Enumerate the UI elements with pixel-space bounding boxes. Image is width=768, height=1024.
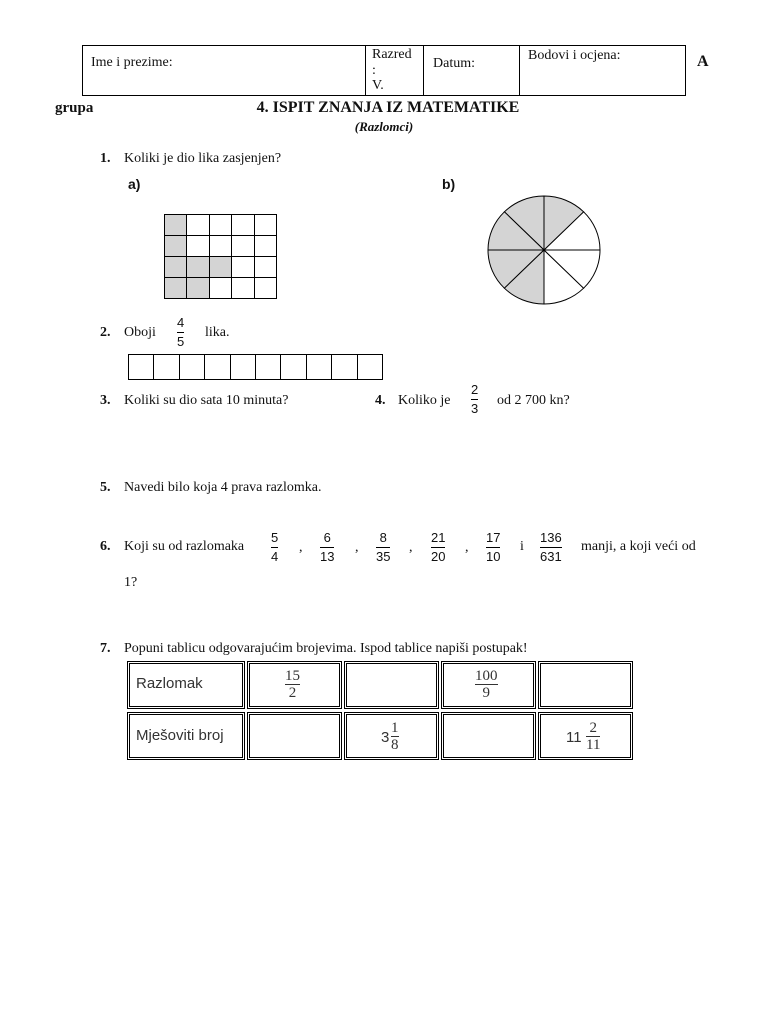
page-title: 4. ISPIT ZNANJA IZ MATEMATIKE: [256, 99, 520, 116]
q6-f3-numerator: 8: [379, 530, 387, 545]
q1-text: Koliki je dio lika zasjenjen?: [124, 151, 282, 166]
q1-label-a: a): [128, 176, 141, 192]
q2-fraction: [177, 315, 184, 349]
cell-r1c3: [441, 661, 536, 709]
date-label: Datum:: [433, 56, 475, 71]
q6-f1-denominator: 4: [271, 549, 279, 564]
m2-numerator: 2: [589, 720, 597, 736]
q3-number: 3.: [100, 393, 111, 408]
cell-r2c3[interactable]: [441, 712, 536, 760]
q6-and: i: [520, 539, 524, 554]
page-subtitle: (Razlomci): [354, 119, 414, 134]
row1-label-text: Razlomak: [136, 675, 203, 692]
q6-f6-numerator: 136: [540, 530, 562, 545]
shaded-grid-figure: [164, 214, 277, 299]
cell-r1c1: [247, 661, 342, 709]
m1-numerator: 1: [391, 720, 399, 736]
coloring-strip[interactable]: [128, 354, 383, 380]
q6-fraction-4: [431, 530, 445, 564]
f2-denominator: 9: [482, 685, 490, 701]
cell-r2c4: [538, 712, 633, 760]
q6-fraction-2: [320, 530, 334, 564]
q6-f4-numerator: 21: [431, 530, 446, 545]
q6-fraction-6: [540, 530, 562, 564]
q6-comma-1: ,: [299, 540, 303, 555]
q1-number: 1.: [100, 151, 111, 166]
q6-f1-numerator: 5: [271, 530, 279, 545]
q2-text-after: lika.: [205, 325, 230, 340]
q4-text-before: Koliko je: [398, 393, 451, 408]
class-cell: [366, 46, 424, 95]
class-label: Razred: [372, 47, 412, 62]
q6-f4-denominator: 20: [431, 549, 446, 564]
class-value: V.: [372, 78, 384, 93]
score-cell[interactable]: [520, 46, 685, 95]
name-cell[interactable]: [83, 46, 366, 95]
q6-f5-numerator: 17: [486, 530, 501, 545]
q7-text: Popuni tablicu odgovarajućim brojevima. Ispod tablice napiši postupak!: [124, 641, 528, 656]
f1-fraction: [285, 669, 300, 700]
f1-denominator: 2: [288, 685, 297, 701]
q6-f5-denominator: 10: [486, 549, 501, 564]
q6-fraction-1: [271, 530, 278, 564]
q6-fraction-5: [486, 530, 500, 564]
name-label: Ime i prezime:: [91, 55, 173, 70]
q1-label-b: b): [442, 176, 456, 192]
q6-number: 6.: [100, 539, 111, 554]
q6-comma-3: ,: [409, 540, 413, 555]
group-word: grupa: [55, 100, 94, 116]
q6-text-before: Koji su od razlomaka: [124, 539, 245, 554]
q4-numerator: 2: [471, 382, 479, 397]
m2-fraction: [586, 721, 600, 752]
q5-number: 5.: [100, 480, 111, 495]
group-letter: A: [697, 53, 709, 70]
m1-denominator: 8: [391, 737, 399, 753]
score-label: Bodovi i ocjena:: [528, 48, 621, 63]
q6-text-line2: 1?: [124, 575, 138, 590]
m2-denominator: 11: [586, 737, 601, 753]
q4-number: 4.: [375, 393, 386, 408]
q2-numerator: 4: [177, 315, 185, 330]
cell-r2c1[interactable]: [247, 712, 342, 760]
cell-r1c2[interactable]: [344, 661, 439, 709]
cell-r1c4[interactable]: [538, 661, 633, 709]
q6-text-after: manji, a koji veći od: [581, 539, 696, 554]
q2-text-before: Oboji: [124, 325, 156, 340]
m1-whole: 3: [381, 729, 390, 746]
q6-fraction-3: [376, 530, 390, 564]
m2-whole: 11: [566, 729, 582, 746]
q5-text: Navedi bilo koja 4 prava razlomka.: [124, 480, 322, 495]
row-label-razlomak: [127, 661, 245, 709]
q6-comma-2: ,: [355, 540, 359, 555]
q6-f3-denominator: 35: [376, 549, 391, 564]
cell-r2c2: [344, 712, 439, 760]
shaded-circle-figure: [486, 195, 602, 305]
date-cell[interactable]: [424, 46, 520, 95]
row2-label-text: Mješoviti broj: [136, 727, 224, 744]
q3-text: Koliki su dio sata 10 minuta?: [124, 393, 289, 408]
f2-fraction: [475, 669, 498, 700]
q4-fraction: [471, 382, 478, 416]
header-table: [82, 45, 686, 96]
m1-fraction: [391, 721, 399, 752]
q7-number: 7.: [100, 641, 111, 656]
f1-numerator: 15: [285, 668, 300, 684]
q6-f2-numerator: 6: [323, 530, 331, 545]
q2-number: 2.: [100, 325, 111, 340]
class-colon: :: [372, 63, 376, 78]
q6-f6-denominator: 631: [540, 549, 562, 564]
q4-text-after: od 2 700 kn?: [497, 393, 570, 408]
q4-denominator: 3: [471, 401, 479, 416]
f2-numerator: 100: [475, 668, 498, 684]
q6-comma-4: ,: [465, 540, 469, 555]
q6-f2-denominator: 13: [320, 549, 335, 564]
row-label-mjesoviti: [127, 712, 245, 760]
q2-denominator: 5: [177, 334, 185, 349]
